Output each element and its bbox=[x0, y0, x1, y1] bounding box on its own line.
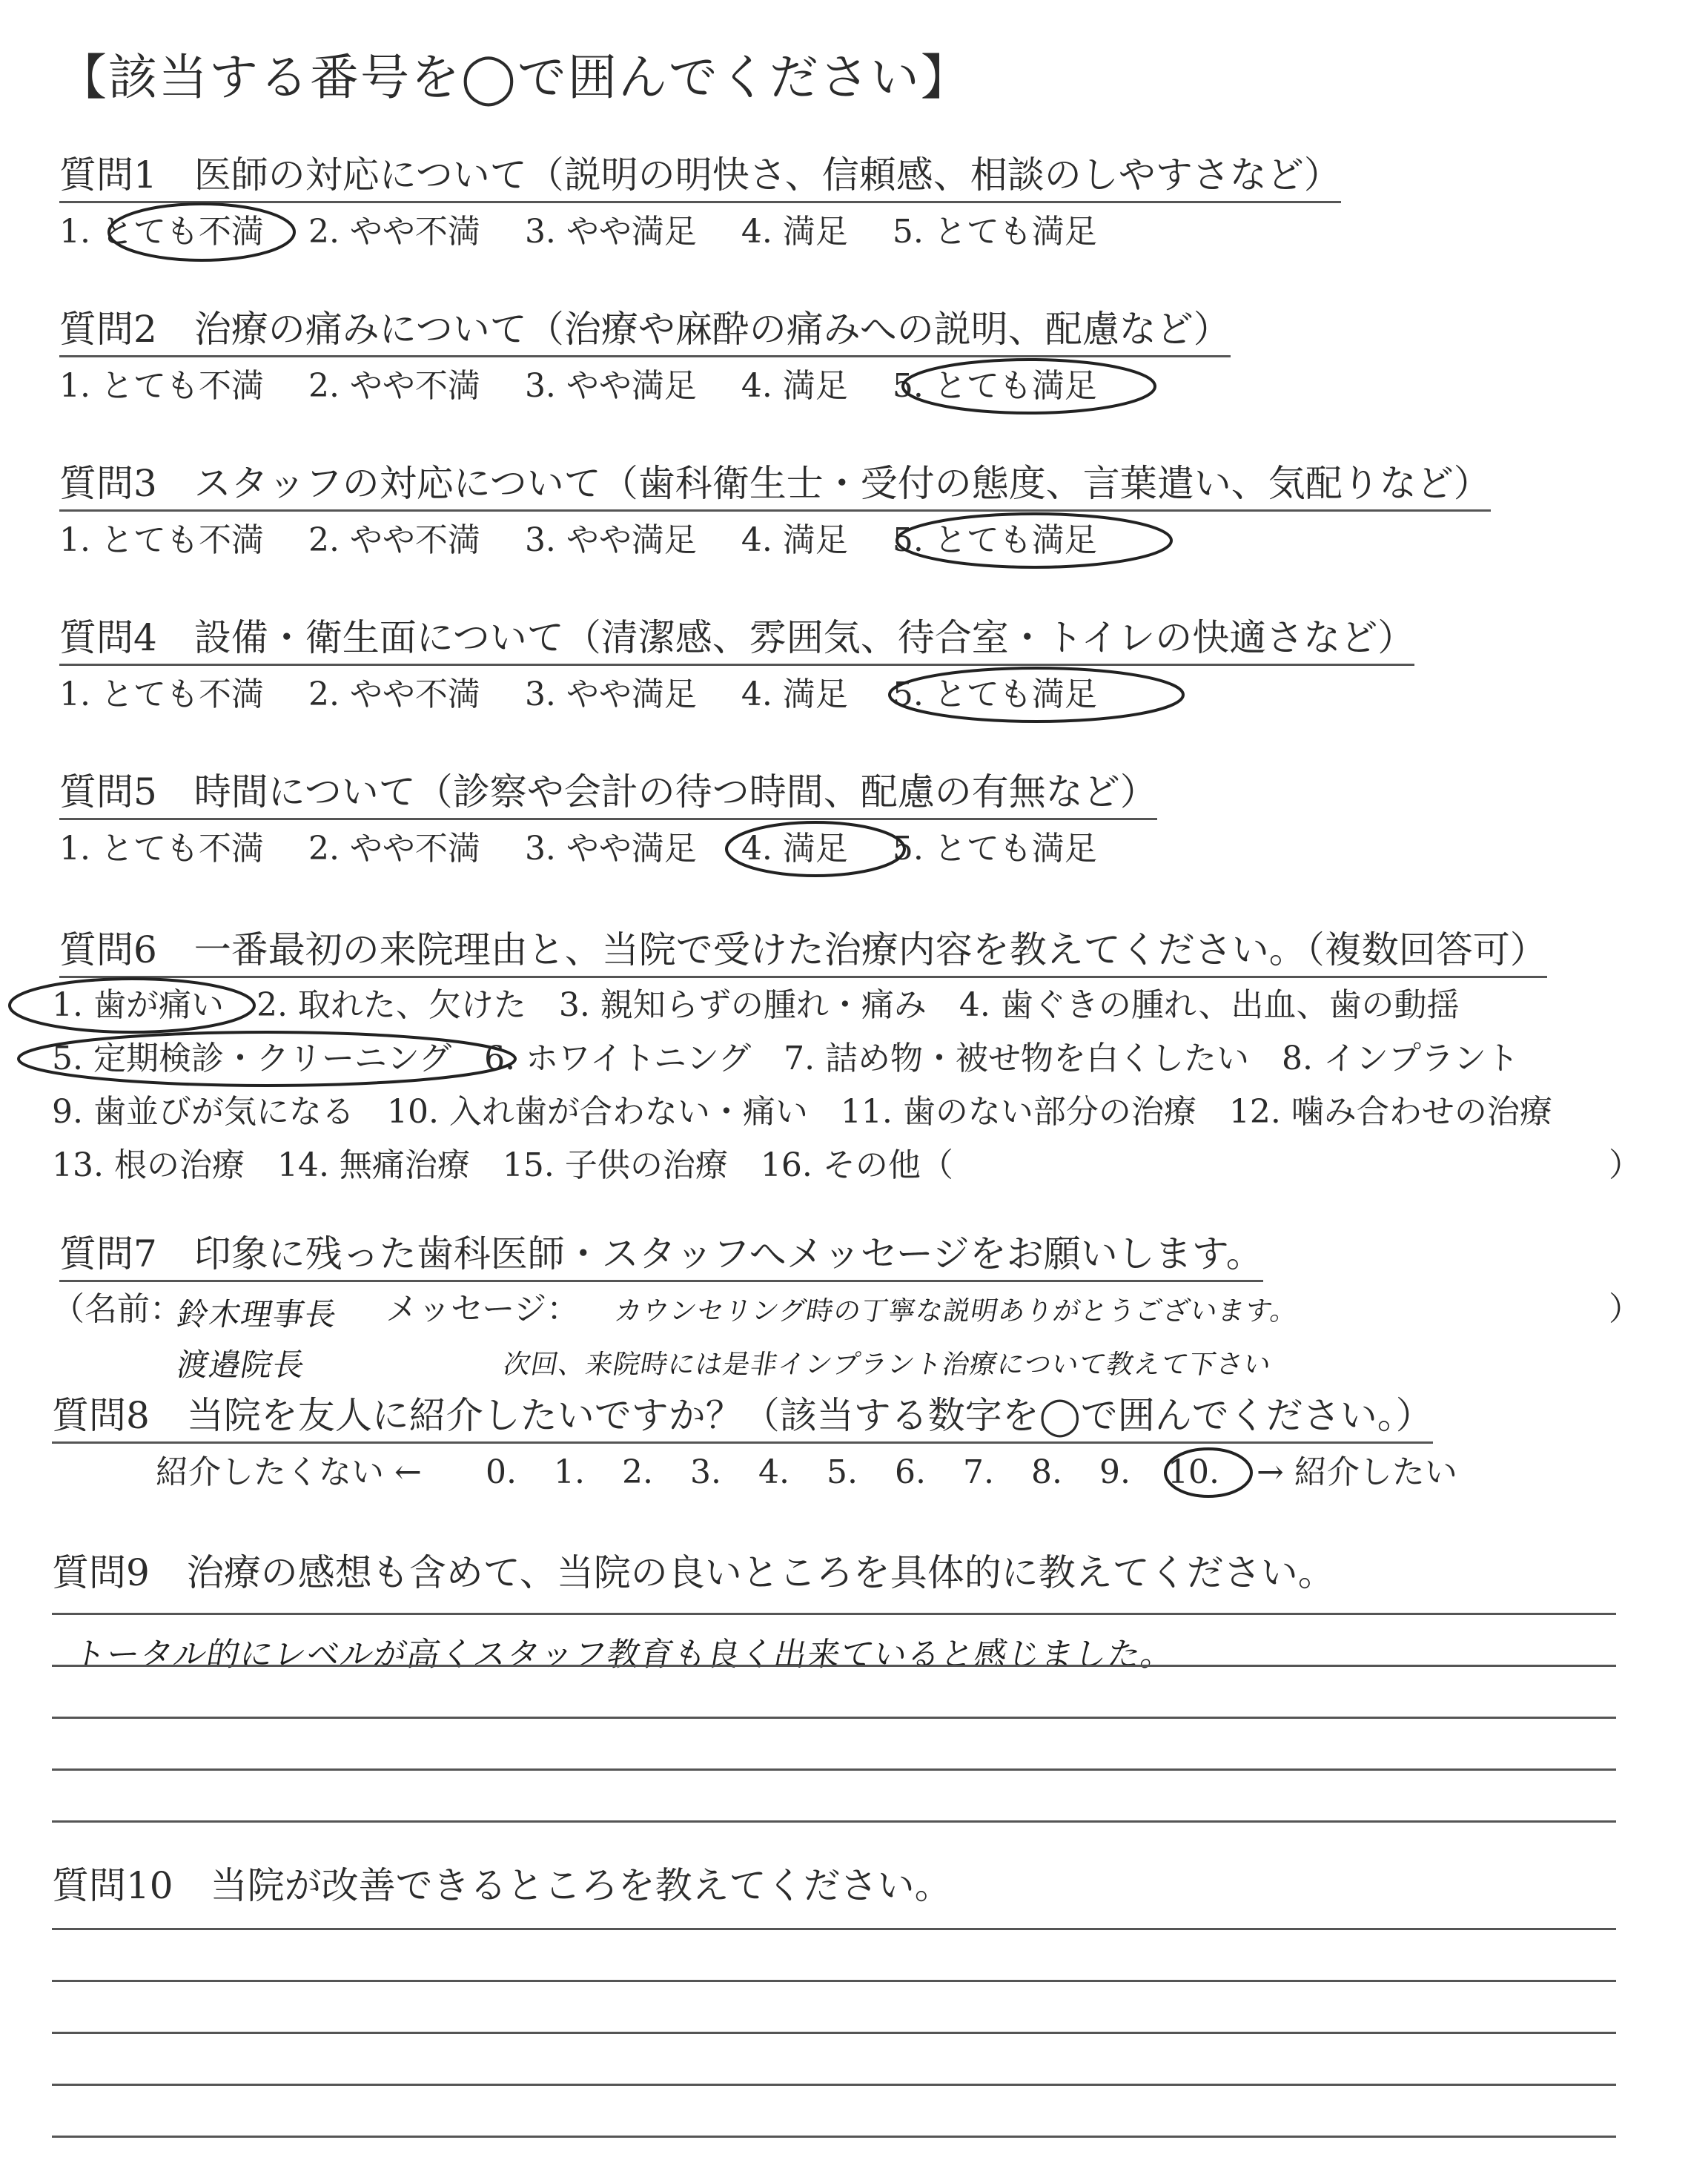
option[interactable]: 5. とても満足 bbox=[892, 521, 1097, 559]
question-9-title: 質問9 治療の感想も含めて、当院の良いところを具体的に教えてください。 bbox=[52, 1551, 1335, 1594]
question-6-row-1: 1. 歯が痛い 2. 取れた、欠けた 3. 親知らずの腫れ・痛み 4. 歯ぐきの腫れ、出血、歯の動揺 bbox=[52, 986, 1460, 1024]
option[interactable]: 5. とても満足 bbox=[892, 676, 1097, 713]
question-2-title: 質問2 治療の痛みについて（治療や麻酔の痛みへの説明、配慮など） bbox=[59, 306, 1231, 357]
scale-option[interactable]: 10. bbox=[1168, 1453, 1219, 1491]
scale-option[interactable]: 5. bbox=[827, 1453, 858, 1491]
handwritten-message-2: 次回、来院時には是非インプラント治療について教えて下さい bbox=[500, 1350, 1274, 1380]
option[interactable]: 2. やや不満 bbox=[308, 521, 480, 559]
option[interactable]: 4. 満足 bbox=[741, 213, 848, 251]
handwritten-name-1: 鈴木理事長 bbox=[174, 1296, 340, 1332]
question-6-row-4: 13. 根の治療 14. 無痛治療 15. 子供の治療 16. その他（ bbox=[52, 1146, 953, 1184]
option[interactable]: 3. やや満足 bbox=[524, 367, 697, 405]
option[interactable]: 2. やや不満 bbox=[308, 676, 480, 713]
scale-option[interactable]: 8. bbox=[1031, 1453, 1062, 1491]
circle-mark bbox=[726, 822, 904, 876]
scale-option[interactable]: 3. bbox=[690, 1453, 721, 1491]
question-6-row-3: 9. 歯並びが気になる 10. 入れ歯が合わない・痛い 11. 歯のない部分の治療 12. 噛み合わせの治療 bbox=[52, 1093, 1552, 1131]
message-close-paren: ） bbox=[1609, 1290, 1641, 1328]
handwritten-message-1: カウンセリング時の丁寧な説明ありがとうございます。 bbox=[612, 1296, 1301, 1327]
scale-option[interactable]: 1. bbox=[554, 1453, 585, 1491]
option[interactable]: 4. 満足 bbox=[741, 521, 848, 559]
page-title: 【該当する番号を◯で囲んでください】 bbox=[58, 49, 971, 106]
option[interactable]: 3. やや満足 bbox=[524, 830, 697, 868]
option[interactable]: 5. とても満足 bbox=[892, 830, 1097, 868]
question-5-title: 質問5 時間について（診察や会計の待つ時間、配慮の有無など） bbox=[59, 769, 1157, 820]
name-label: （名前： bbox=[52, 1290, 182, 1328]
option[interactable]: 1. とても不満 bbox=[59, 367, 264, 405]
option[interactable]: 5. とても満足 bbox=[892, 213, 1097, 251]
question-4-title: 質問4 設備・衛生面について（清潔感、雰囲気、待合室・トイレの快適さなど） bbox=[59, 615, 1414, 666]
option[interactable]: 1. とても不満 bbox=[59, 213, 264, 251]
scale-option[interactable]: 9. bbox=[1099, 1453, 1131, 1491]
option[interactable]: 1. とても不満 bbox=[59, 676, 264, 713]
option[interactable]: 3. やや満足 bbox=[524, 213, 697, 251]
option[interactable]: 2. やや不満 bbox=[308, 830, 480, 868]
question-8-title: 質問8 当院を友人に紹介したいですか？（該当する数字を◯で囲んでください。） bbox=[52, 1393, 1433, 1444]
circle-mark bbox=[890, 668, 1183, 721]
circle-mark bbox=[897, 514, 1171, 567]
option[interactable]: 4. 満足 bbox=[741, 676, 848, 713]
question-6-row-2: 5. 定期検診・クリーニング 6. ホワイトニング 7. 詰め物・被せ物を白くしたい 8. インプラント bbox=[52, 1040, 1520, 1077]
option[interactable]: 5. とても満足 bbox=[892, 367, 1097, 405]
option[interactable]: 4. 満足 bbox=[741, 367, 848, 405]
option[interactable]: 2. やや不満 bbox=[308, 367, 480, 405]
handwritten-name-2: 渡邉院長 bbox=[174, 1347, 308, 1383]
option[interactable]: 1. とても不満 bbox=[59, 521, 264, 559]
question-10-title: 質問10 当院が改善できるところを教えてください。 bbox=[52, 1864, 952, 1907]
scale-option[interactable]: 0. bbox=[486, 1453, 517, 1491]
question-1-title: 質問1 医師の対応について（説明の明快さ、信頼感、相談のしやすさなど） bbox=[59, 152, 1341, 203]
message-label: メッセージ： bbox=[385, 1290, 580, 1328]
circle-mark bbox=[1165, 1449, 1251, 1496]
q8-left-label: 紹介したくない ← bbox=[156, 1453, 422, 1491]
circle-mark bbox=[19, 1032, 515, 1086]
circle-mark bbox=[903, 360, 1155, 413]
circle-mark bbox=[109, 204, 294, 260]
question-7-title: 質問7 印象に残った歯科医師・スタッフへメッセージをお願いします。 bbox=[59, 1231, 1263, 1282]
scale-option[interactable]: 6. bbox=[895, 1453, 926, 1491]
option[interactable]: 1. とても不満 bbox=[59, 830, 264, 868]
scale-option[interactable]: 2. bbox=[622, 1453, 653, 1491]
option[interactable]: 2. やや不満 bbox=[308, 213, 480, 251]
option[interactable]: 4. 満足 bbox=[741, 830, 848, 868]
question-6-close-paren: ） bbox=[1609, 1146, 1641, 1184]
scale-option[interactable]: 4. bbox=[758, 1453, 790, 1491]
option[interactable]: 3. やや満足 bbox=[524, 676, 697, 713]
question-3-title: 質問3 スタッフの対応について（歯科衛生士・受付の態度、言葉遣い、気配りなど） bbox=[59, 460, 1491, 512]
circle-mark bbox=[10, 979, 254, 1032]
q8-right-label: → 紹介したい bbox=[1257, 1453, 1457, 1491]
option[interactable]: 3. やや満足 bbox=[524, 521, 697, 559]
question-6-title: 質問6 一番最初の来院理由と、当院で受けた治療内容を教えてください。（複数回答可） bbox=[59, 927, 1547, 978]
scale-option[interactable]: 7. bbox=[963, 1453, 994, 1491]
q9-handwritten-answer: トータル的にレベルが高くスタッフ教育も良く出来ていると感じました。 bbox=[70, 1636, 1178, 1674]
